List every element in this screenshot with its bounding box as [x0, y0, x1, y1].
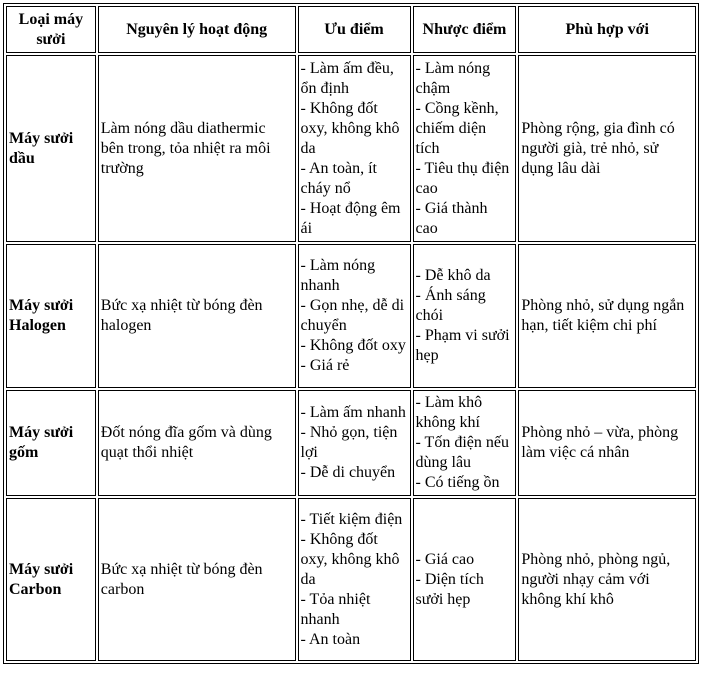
list-item: - Làm ấm đều, ổn định [300, 59, 394, 97]
list-item: - Dễ di chuyển [300, 464, 396, 481]
list-item: - Gọn nhẹ, dễ di chuyển [300, 297, 405, 334]
list-item: - Hoạt động êm ái [300, 199, 401, 237]
list-item: - Giá rẻ [300, 357, 350, 374]
cons-list [416, 393, 514, 493]
list-item: - Tốn điện nếu dùng lâu [415, 434, 509, 471]
heater-pros [298, 55, 411, 242]
table-row [6, 244, 696, 388]
heater-cons [413, 244, 517, 388]
cons-list [416, 59, 514, 239]
heater-type: Máy sưởi Halogen [6, 244, 96, 388]
list-item: - Tiết kiệm điện [300, 510, 403, 528]
header-row [6, 6, 696, 53]
heater-suitable: Phòng nhỏ, phòng ngủ, người nhạy cảm với không khí khô [518, 498, 696, 661]
list-item: - Không đốt oxy, không khô da [300, 99, 400, 157]
list-item: - Làm khô không khí [415, 394, 483, 431]
list-item: - Dễ khô da [415, 267, 491, 284]
list-item: - Có tiếng ồn [415, 474, 500, 491]
heater-principle: Bức xạ nhiệt từ bóng đèn halogen [98, 244, 296, 388]
heater-suitable: Phòng nhỏ, sử dụng ngắn hạn, tiết kiệm chi phí [518, 244, 696, 388]
heater-cons [413, 498, 517, 661]
list-item: - Làm ấm nhanh [300, 404, 406, 421]
heater-pros [298, 390, 411, 496]
list-item: - Diện tích sưởi hẹp [415, 570, 484, 608]
pros-list [301, 403, 408, 483]
table-row [6, 498, 696, 661]
list-item: - Nhỏ gọn, tiện lợi [300, 424, 398, 461]
heater-principle: Làm nóng dầu diathermic bên trong, tỏa nhiệt ra môi trường [98, 55, 296, 242]
list-item: - Không đốt oxy, không khô da [300, 530, 400, 588]
comparison-table [3, 3, 699, 664]
list-item: - Không đốt oxy [300, 337, 406, 354]
list-item: - Giá cao [415, 550, 475, 568]
cons-list [416, 266, 514, 366]
heater-cons [413, 55, 517, 242]
heater-cons [413, 390, 517, 496]
list-item: - An toàn [300, 630, 361, 648]
heater-suitable: Phòng rộng, gia đình có người già, trẻ nhỏ, sử dụng lâu dài [518, 55, 696, 242]
heater-pros [298, 244, 411, 388]
list-item: - Ánh sáng chói [415, 287, 486, 324]
list-item: - An toàn, ít cháy nổ [300, 159, 377, 197]
pros-list [301, 59, 408, 239]
heater-type: Máy sưởi gốm [6, 390, 96, 496]
heater-type: Máy sưởi Carbon [6, 498, 96, 661]
list-item: - Tiêu thụ điện cao [415, 159, 510, 197]
pros-list [301, 256, 408, 376]
header-principle: Nguyên lý hoạt động [98, 6, 296, 53]
list-item: - Phạm vi sưởi hẹp [415, 327, 510, 364]
heater-principle: Đốt nóng đĩa gốm và dùng quạt thổi nhiệt [98, 390, 296, 496]
header-pros: Ưu điểm [298, 6, 411, 53]
table-row [6, 390, 696, 496]
heater-principle: Bức xạ nhiệt từ bóng đèn carbon [98, 498, 296, 661]
list-item: - Cồng kềnh, chiếm diện tích [415, 99, 499, 157]
table-row [6, 55, 696, 242]
list-item: - Làm nóng nhanh [300, 257, 376, 294]
list-item: - Tỏa nhiệt nhanh [300, 590, 371, 628]
list-item: - Giá thành cao [415, 199, 488, 237]
header-type: Loại máy sưởi [6, 6, 96, 53]
cons-list [416, 550, 514, 610]
list-item: - Làm nóng chậm [415, 59, 491, 97]
heater-type: Máy sưởi dầu [6, 55, 96, 242]
pros-list [301, 510, 408, 650]
heater-suitable: Phòng nhỏ – vừa, phòng làm việc cá nhân [518, 390, 696, 496]
header-cons: Nhược điểm [413, 6, 517, 53]
header-suitable: Phù hợp với [518, 6, 696, 53]
heater-pros [298, 498, 411, 661]
